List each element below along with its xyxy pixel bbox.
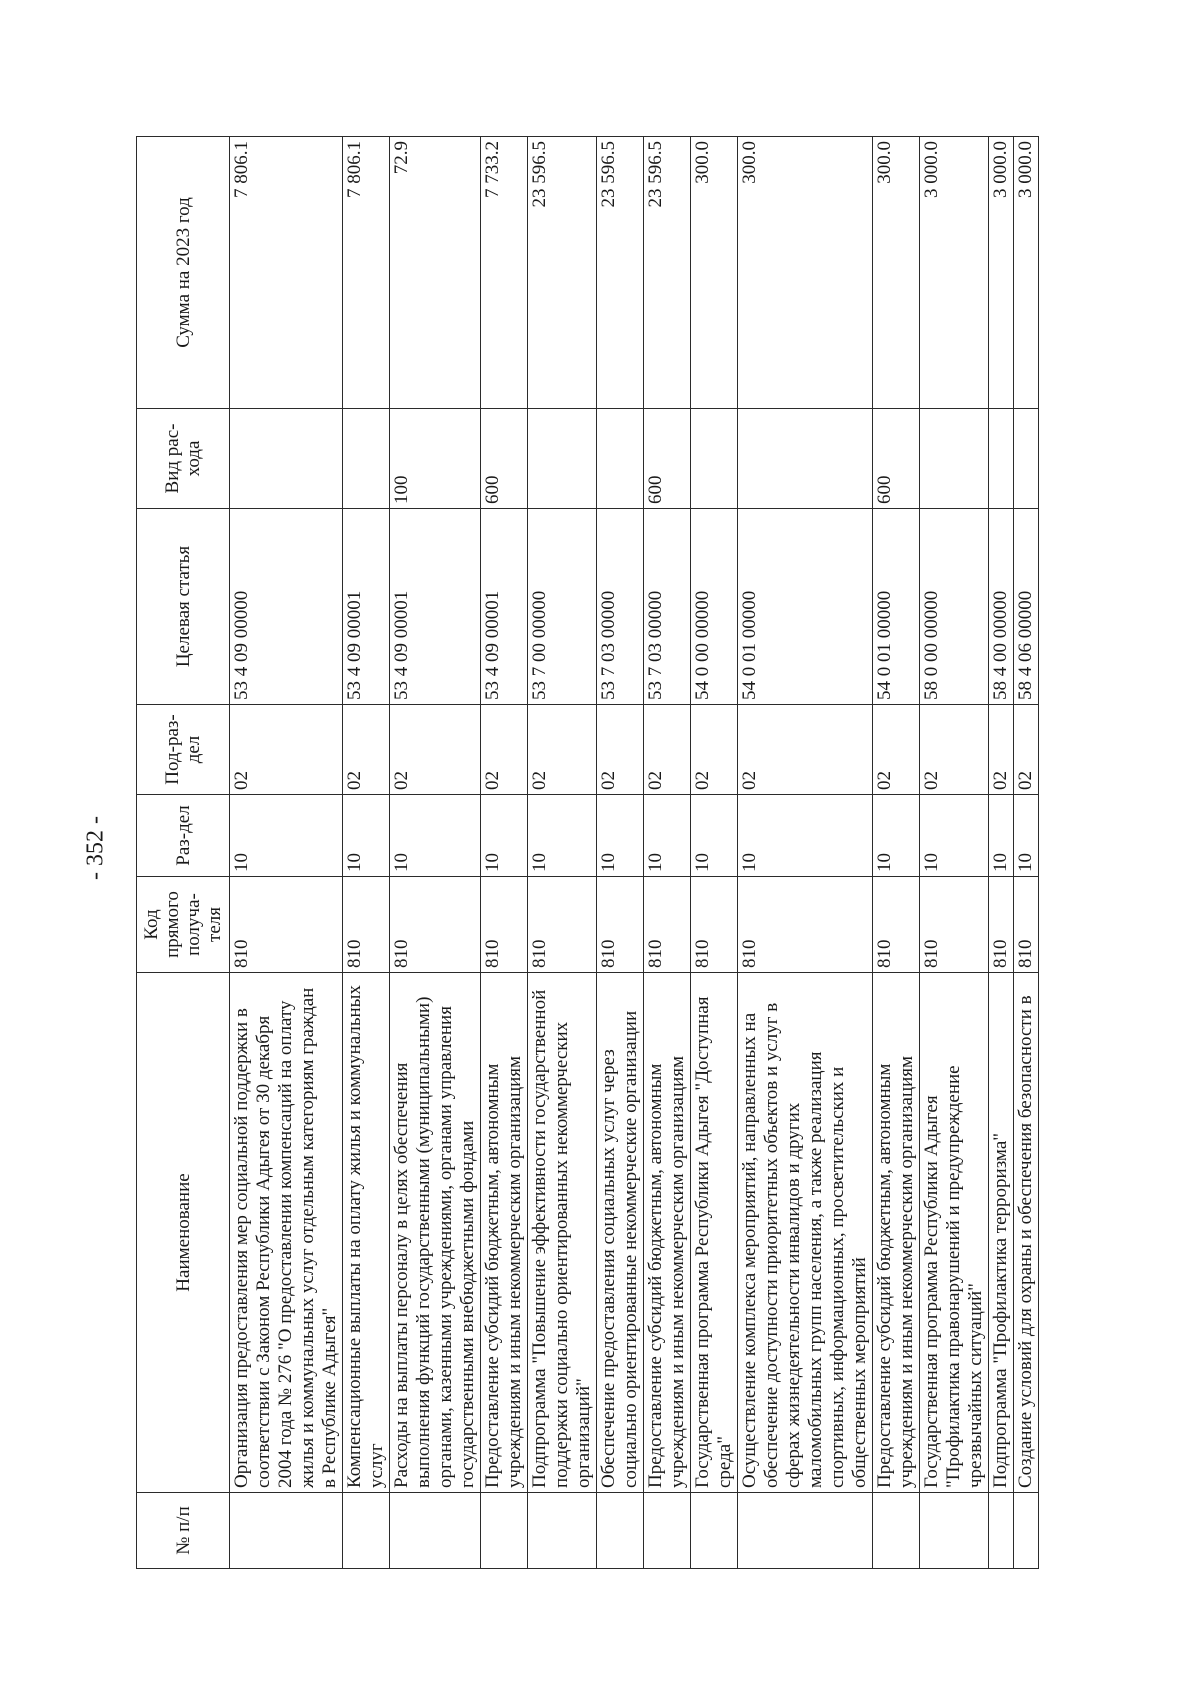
cell-recipient-code: 810 bbox=[343, 877, 390, 973]
table-row bbox=[597, 137, 644, 1569]
cell-section: 10 bbox=[1014, 795, 1039, 877]
cell-section: 10 bbox=[343, 795, 390, 877]
cell-name: Предоставление субсидий бюджетным, автономным учреждениям и иным некоммерческим организациям bbox=[644, 973, 691, 1493]
cell-sum: 3 000.0 bbox=[1014, 137, 1039, 409]
cell-sum: 7 806.1 bbox=[343, 137, 390, 409]
cell-section: 10 bbox=[644, 795, 691, 877]
table-row bbox=[528, 137, 597, 1569]
cell-num bbox=[597, 1493, 644, 1569]
cell-recipient-code: 810 bbox=[390, 877, 481, 973]
cell-recipient-code: 810 bbox=[920, 877, 989, 973]
cell-sum: 23 596.5 bbox=[597, 137, 644, 409]
cell-target-article: 58 4 06 00000 bbox=[1014, 509, 1039, 705]
cell-name: Компенсационные выплаты на оплату жилья и коммунальных услуг bbox=[343, 973, 390, 1493]
cell-name: Предоставление субсидий бюджетным, автономным учреждениям и иным некоммерческим организациям bbox=[481, 973, 528, 1493]
cell-target-article: 54 0 00 00000 bbox=[691, 509, 738, 705]
cell-num bbox=[691, 1493, 738, 1569]
cell-target-article: 58 0 00 00000 bbox=[920, 509, 989, 705]
cell-target-article: 53 4 09 00001 bbox=[481, 509, 528, 705]
cell-expense-type bbox=[920, 409, 989, 509]
cell-sum: 300.0 bbox=[691, 137, 738, 409]
header-target-article: Целевая статья bbox=[137, 509, 230, 705]
cell-sum: 72.9 bbox=[390, 137, 481, 409]
cell-num bbox=[390, 1493, 481, 1569]
cell-target-article: 53 4 09 00001 bbox=[343, 509, 390, 705]
cell-name: Подпрограмма "Профилактика терроризма" bbox=[989, 973, 1014, 1493]
cell-subsection: 02 bbox=[481, 705, 528, 795]
cell-subsection: 02 bbox=[989, 705, 1014, 795]
cell-name: Создание условий для охраны и обеспечения безопасности в bbox=[1014, 973, 1039, 1493]
page-number: - 352 - bbox=[82, 816, 109, 880]
table-row bbox=[989, 137, 1014, 1569]
cell-subsection: 02 bbox=[597, 705, 644, 795]
cell-target-article: 54 0 01 00000 bbox=[873, 509, 920, 705]
cell-sum: 23 596.5 bbox=[644, 137, 691, 409]
cell-recipient-code: 810 bbox=[644, 877, 691, 973]
table-header-row bbox=[137, 137, 230, 1569]
header-section: Раз-дел bbox=[137, 795, 230, 877]
cell-expense-type: 600 bbox=[873, 409, 920, 509]
cell-target-article: 53 7 03 00000 bbox=[597, 509, 644, 705]
cell-recipient-code: 810 bbox=[528, 877, 597, 973]
cell-num bbox=[920, 1493, 989, 1569]
cell-num bbox=[644, 1493, 691, 1569]
table-row bbox=[691, 137, 738, 1569]
cell-subsection: 02 bbox=[873, 705, 920, 795]
cell-expense-type: 100 bbox=[390, 409, 481, 509]
cell-sum: 7 733.2 bbox=[481, 137, 528, 409]
cell-recipient-code: 810 bbox=[989, 877, 1014, 973]
cell-recipient-code: 810 bbox=[873, 877, 920, 973]
cell-target-article: 58 4 00 00000 bbox=[989, 509, 1014, 705]
cell-section: 10 bbox=[230, 795, 343, 877]
table-row bbox=[1014, 137, 1039, 1569]
cell-section: 10 bbox=[691, 795, 738, 877]
table-row bbox=[920, 137, 989, 1569]
cell-expense-type bbox=[691, 409, 738, 509]
cell-expense-type bbox=[230, 409, 343, 509]
cell-recipient-code: 810 bbox=[738, 877, 873, 973]
cell-num bbox=[989, 1493, 1014, 1569]
cell-subsection: 02 bbox=[1014, 705, 1039, 795]
cell-section: 10 bbox=[873, 795, 920, 877]
cell-name: Обеспечение предоставления социальных услуг через социально ориентированные некоммерческие организации bbox=[597, 973, 644, 1493]
table-row bbox=[644, 137, 691, 1569]
cell-subsection: 02 bbox=[691, 705, 738, 795]
budget-table-sheet bbox=[136, 137, 1039, 1569]
cell-expense-type bbox=[1014, 409, 1039, 509]
cell-section: 10 bbox=[738, 795, 873, 877]
header-recipient-code: Код прямого получа-теля bbox=[137, 877, 230, 973]
cell-section: 10 bbox=[528, 795, 597, 877]
header-expense-type: Вид рас-хода bbox=[137, 409, 230, 509]
cell-num bbox=[873, 1493, 920, 1569]
cell-subsection: 02 bbox=[920, 705, 989, 795]
cell-recipient-code: 810 bbox=[1014, 877, 1039, 973]
cell-name: Государственная программа Республики Адыгея "Доступная среда" bbox=[691, 973, 738, 1493]
header-subsection: Под-раз-дел bbox=[137, 705, 230, 795]
header-sum-2023: Сумма на 2023 год bbox=[137, 137, 230, 409]
cell-target-article: 53 7 03 00000 bbox=[644, 509, 691, 705]
cell-name: Осуществление комплекса мероприятий, направленных на обеспечение доступности приоритетных объектов и услуг в сферах жизнедеятельности инвалидов и других маломобильных групп населения, а также реализация спортивных, информационных, просветительских и общественных мероприятий bbox=[738, 973, 873, 1493]
cell-num bbox=[528, 1493, 597, 1569]
cell-target-article: 53 4 09 00001 bbox=[390, 509, 481, 705]
cell-name: Государственная программа Республики Адыгея "Профилактика правонарушений и предупреждение чрезвычайных ситуаций" bbox=[920, 973, 989, 1493]
header-name: Наименование bbox=[137, 973, 230, 1493]
cell-section: 10 bbox=[481, 795, 528, 877]
cell-section: 10 bbox=[597, 795, 644, 877]
cell-subsection: 02 bbox=[343, 705, 390, 795]
cell-recipient-code: 810 bbox=[230, 877, 343, 973]
cell-recipient-code: 810 bbox=[691, 877, 738, 973]
table-body bbox=[230, 137, 1039, 1569]
cell-expense-type bbox=[989, 409, 1014, 509]
cell-num bbox=[1014, 1493, 1039, 1569]
cell-expense-type bbox=[528, 409, 597, 509]
table-row bbox=[873, 137, 920, 1569]
cell-target-article: 53 7 00 00000 bbox=[528, 509, 597, 705]
cell-subsection: 02 bbox=[230, 705, 343, 795]
cell-expense-type: 600 bbox=[481, 409, 528, 509]
cell-subsection: 02 bbox=[644, 705, 691, 795]
cell-expense-type: 600 bbox=[644, 409, 691, 509]
cell-sum: 300.0 bbox=[738, 137, 873, 409]
cell-num bbox=[481, 1493, 528, 1569]
cell-sum: 300.0 bbox=[873, 137, 920, 409]
cell-sum: 3 000.0 bbox=[920, 137, 989, 409]
table-row bbox=[481, 137, 528, 1569]
cell-name: Подпрограмма "Повышение эффективности государственной поддержки социально ориентированных некоммерческих организаций" bbox=[528, 973, 597, 1493]
table-row bbox=[343, 137, 390, 1569]
cell-subsection: 02 bbox=[528, 705, 597, 795]
cell-sum: 3 000.0 bbox=[989, 137, 1014, 409]
cell-subsection: 02 bbox=[738, 705, 873, 795]
table-row bbox=[390, 137, 481, 1569]
cell-recipient-code: 810 bbox=[481, 877, 528, 973]
table-row bbox=[738, 137, 873, 1569]
cell-sum: 7 806.1 bbox=[230, 137, 343, 409]
header-num: № п/п bbox=[137, 1493, 230, 1569]
cell-section: 10 bbox=[920, 795, 989, 877]
cell-expense-type bbox=[343, 409, 390, 509]
cell-name: Предоставление субсидий бюджетным, автономным учреждениям и иным некоммерческим организациям bbox=[873, 973, 920, 1493]
cell-name: Расходы на выплаты персоналу в целях обеспечения выполнения функций государственными (муниципальными) органами, казенными учреждениями, органами управления государственными внебюджетными фондами bbox=[390, 973, 481, 1493]
budget-table bbox=[136, 136, 1039, 1569]
cell-recipient-code: 810 bbox=[597, 877, 644, 973]
cell-target-article: 53 4 09 00000 bbox=[230, 509, 343, 705]
cell-section: 10 bbox=[390, 795, 481, 877]
cell-target-article: 54 0 01 00000 bbox=[738, 509, 873, 705]
cell-sum: 23 596.5 bbox=[528, 137, 597, 409]
cell-num bbox=[738, 1493, 873, 1569]
cell-num bbox=[343, 1493, 390, 1569]
cell-subsection: 02 bbox=[390, 705, 481, 795]
cell-num bbox=[230, 1493, 343, 1569]
cell-name: Организация предоставления мер социальной поддержки в соответствии с Законом Республики Адыгея от 30 декабря 2004 года № 276 "О предоставлении компенсаций на оплату жилья и коммунальных услуг отдельным категориям граждан в Республике Адыгея" bbox=[230, 973, 343, 1493]
cell-expense-type bbox=[597, 409, 644, 509]
cell-expense-type bbox=[738, 409, 873, 509]
table-row bbox=[230, 137, 343, 1569]
cell-section: 10 bbox=[989, 795, 1014, 877]
